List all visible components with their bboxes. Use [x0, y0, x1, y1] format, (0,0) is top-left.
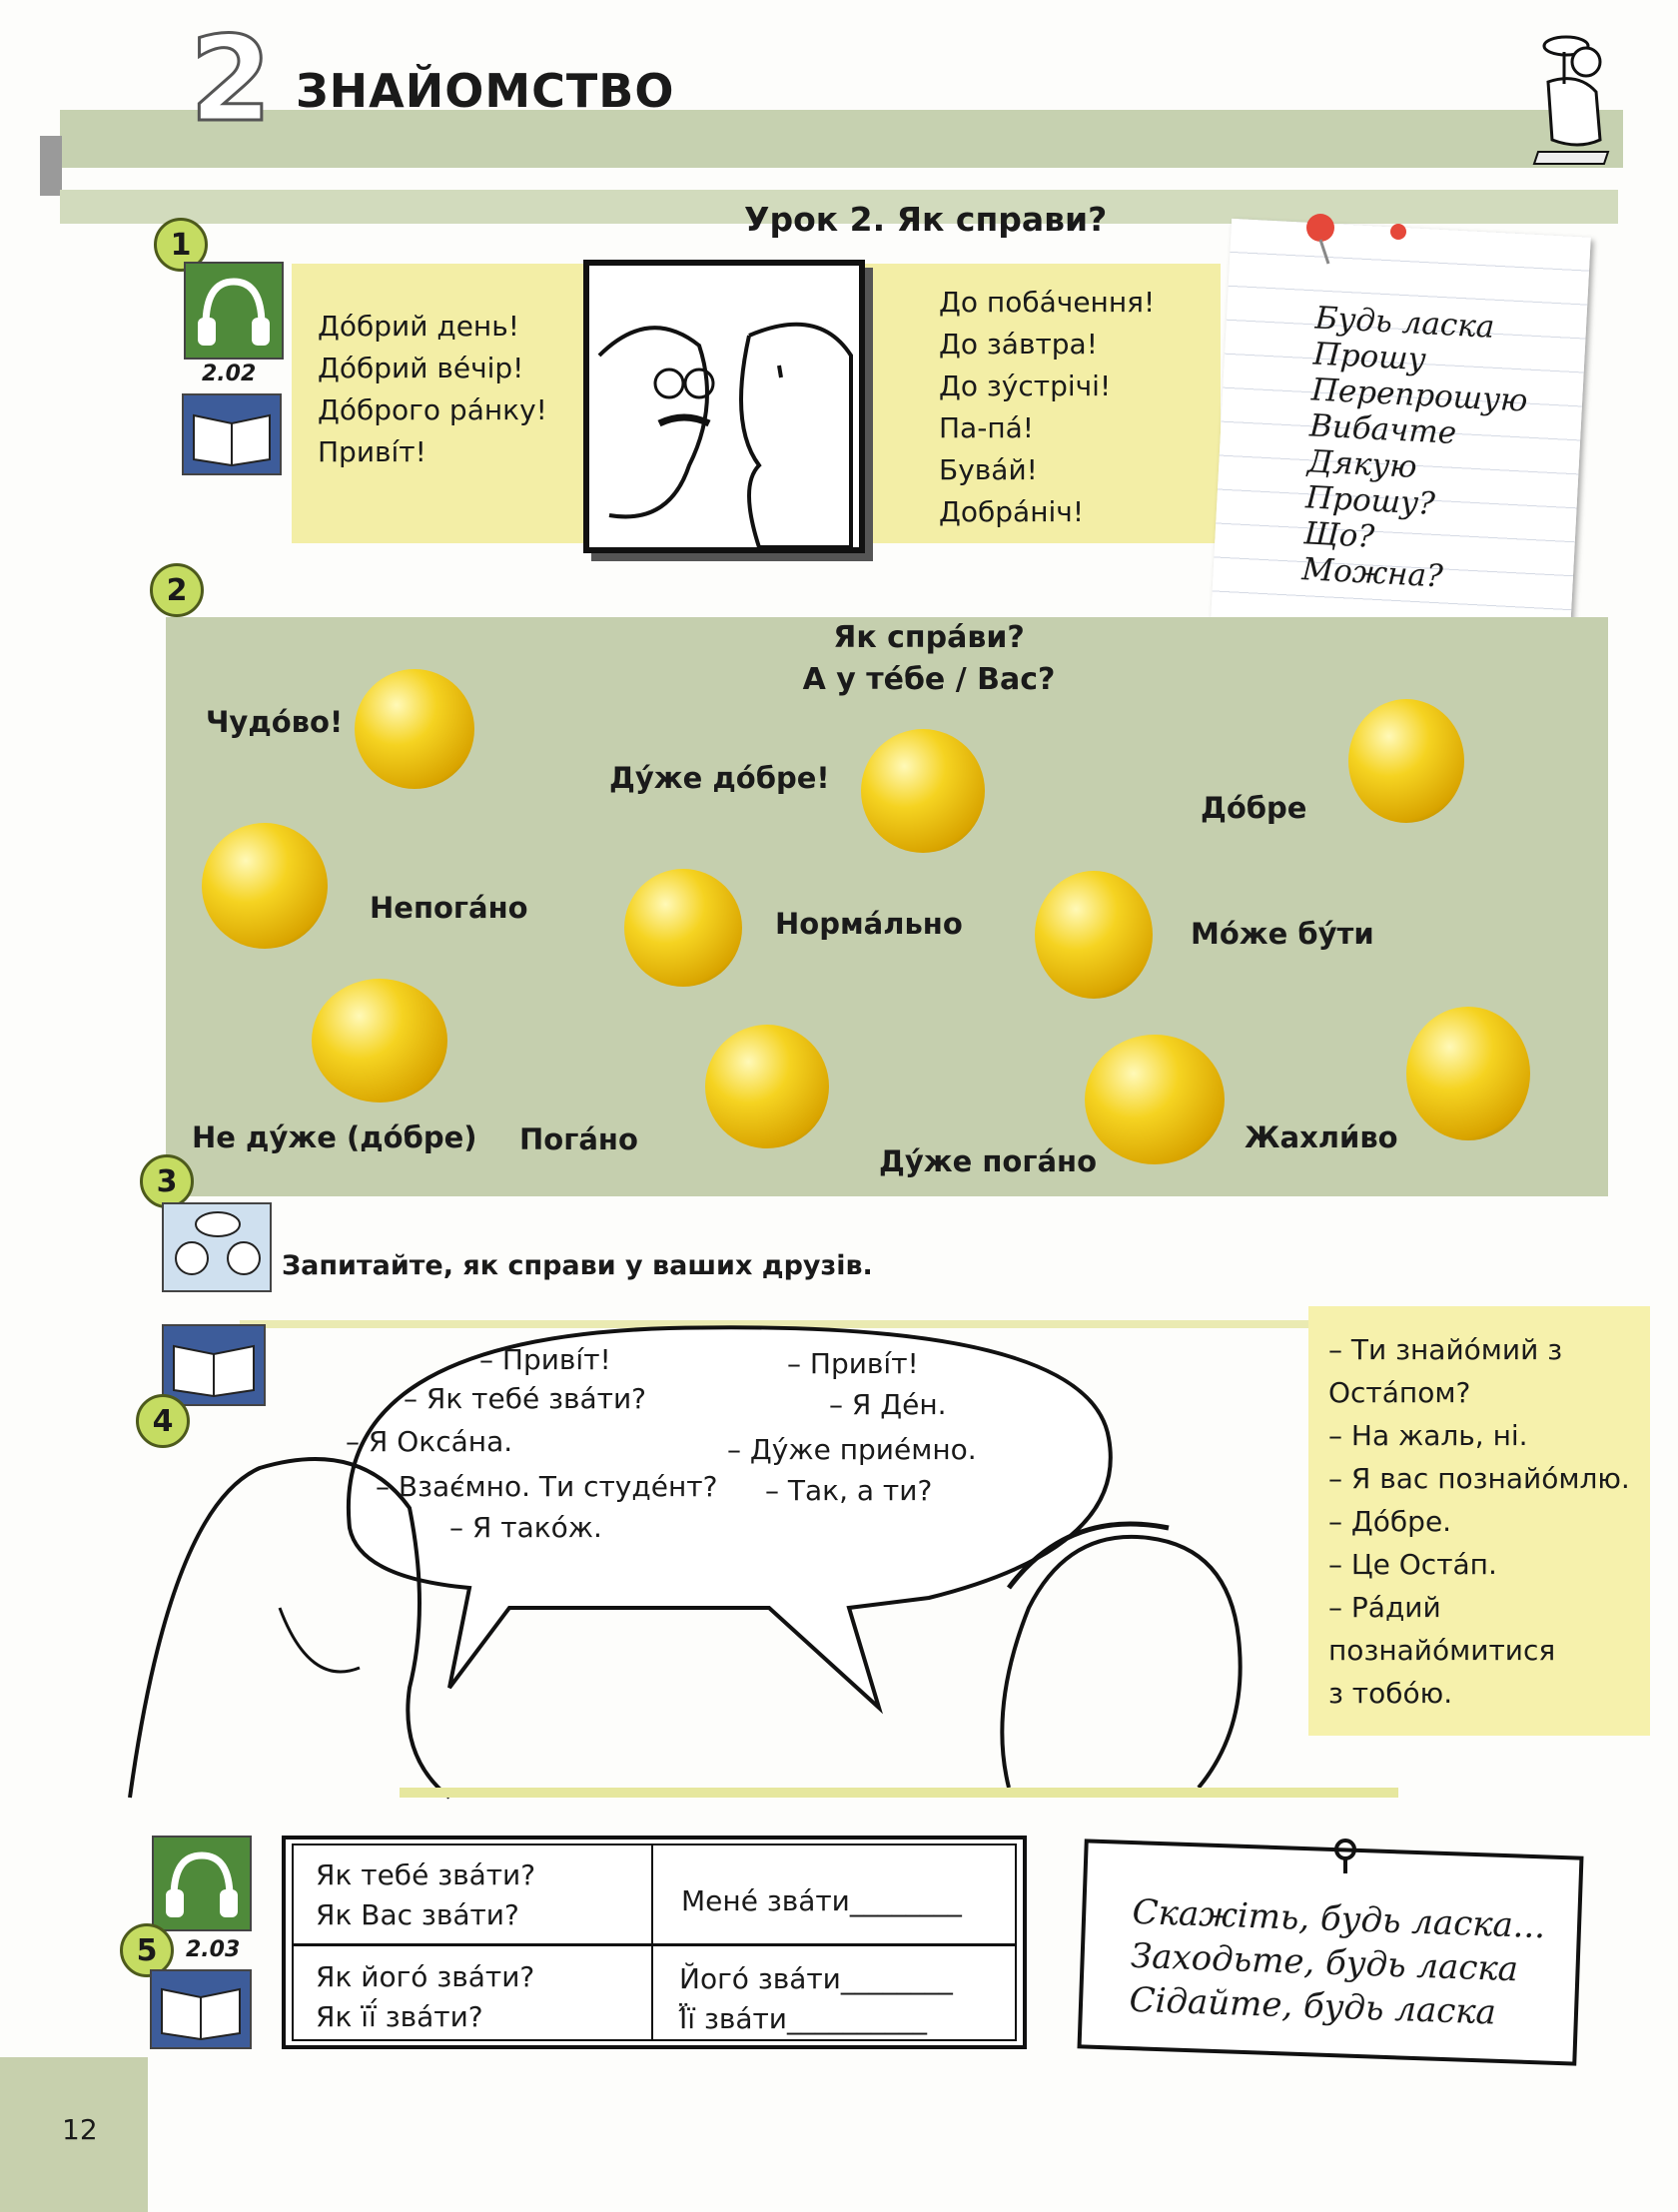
exercise-5-badge: 5 — [120, 1923, 174, 1977]
table-cell-answers — [679, 1959, 953, 2039]
dialog-line: – Я вас познайо́млю. — [1328, 1462, 1630, 1495]
dialog-introduction — [1328, 1328, 1630, 1715]
note-phrase: Вибачте — [1308, 407, 1458, 452]
note-phrase: Що? — [1302, 515, 1375, 555]
dialog-oksana — [346, 1336, 718, 1551]
dialog-line: – До́бре. — [1328, 1505, 1452, 1538]
farewell-item: Добра́ніч! — [939, 495, 1085, 528]
mood-label: Мо́же бу́ти — [1191, 917, 1374, 951]
dialog-line: – Ра́дий — [1328, 1591, 1441, 1624]
question-text: Як його́ зва́ти? — [316, 1960, 535, 1993]
content-face-icon — [202, 823, 328, 949]
answer-blank[interactable]: Ї́ї зва́ти__________ — [679, 2002, 927, 2035]
farewells-list — [939, 282, 1155, 533]
page-number: 12 — [62, 2113, 98, 2146]
question-text: Як тебе́ зва́ти? — [316, 1858, 536, 1891]
chapter-title: ЗНАЙОМСТВО — [296, 64, 675, 118]
dialog-line: – Приві́т! — [479, 1343, 611, 1376]
comic-frame — [583, 260, 865, 553]
exercise-3-instruction: Запитайте, як справи у ваших друзів. — [282, 1250, 873, 1281]
question-text: Як Вас зва́ти? — [316, 1898, 519, 1931]
greeting-item: До́брий день! — [318, 310, 519, 343]
track-label: 2.03 — [186, 1937, 241, 1962]
dialog-line: – Взає́мно. Ти студе́нт? — [376, 1470, 718, 1503]
dialog-line: – Приві́т! — [787, 1347, 919, 1380]
farewell-item: До за́втра! — [939, 328, 1098, 361]
table-divider — [292, 1943, 1017, 1946]
note-phrase: Прошу — [1311, 336, 1427, 378]
greetings-list — [318, 306, 547, 473]
dialog-line: – Як тебе́ зва́ти? — [404, 1382, 647, 1415]
neutral-face-icon — [624, 869, 742, 987]
mood-label: Ду́же пога́но — [879, 1144, 1097, 1178]
decorative-line — [400, 1788, 1398, 1798]
polite-requests-text — [1129, 1890, 1546, 2036]
dialog-line: – Я Окса́на. — [346, 1425, 513, 1458]
farewell-item: Бува́й! — [939, 453, 1038, 486]
track-label: 2.02 — [202, 362, 257, 386]
mood-label: Норма́льно — [775, 907, 963, 941]
note-phrase: Перепрошую — [1310, 371, 1529, 419]
dialog-line: – Це Оста́п. — [1328, 1548, 1497, 1581]
table-cell-questions — [316, 1855, 535, 1935]
note-phrase: Дякую — [1306, 443, 1418, 486]
greeting-item: Приві́т! — [318, 435, 426, 468]
mood-label: Пога́но — [519, 1122, 638, 1156]
grimacing-face-icon — [1085, 1035, 1225, 1164]
dialog-line: – На жаль, ні. — [1328, 1419, 1528, 1452]
note-phrase: Прошу? — [1304, 479, 1436, 523]
laughing-thumbs-up-face-icon — [861, 729, 985, 853]
polite-phrase: Сідайте, будь ласка — [1128, 1979, 1497, 2033]
moods-heading-line2: А у те́бе / Вас? — [802, 662, 1056, 697]
question-text: Як її́ зва́ти? — [316, 2000, 483, 2033]
two-faces-illustration — [589, 266, 859, 547]
greeting-item: До́брий ве́чір! — [318, 352, 524, 384]
chapter-number: 2 — [190, 10, 273, 148]
dialog-line: – Я тако́ж. — [449, 1511, 602, 1544]
farewell-item: До поба́чення! — [939, 286, 1156, 319]
greeting-item: До́брого ра́нку! — [318, 393, 547, 426]
book-icon — [150, 1969, 252, 2049]
polite-phrase: Заходьте, будь ласка — [1130, 1935, 1519, 1990]
waiter-illustration — [1508, 22, 1628, 172]
mood-label: Не ду́же (до́бре) — [192, 1120, 477, 1154]
polite-phrases-list — [1301, 301, 1532, 599]
note-phrase: Будь ласка — [1313, 300, 1496, 346]
unsure-face-icon — [1035, 871, 1153, 999]
table-divider — [651, 1843, 653, 2041]
moods-heading-line1: Як спра́ви? — [833, 620, 1025, 655]
exercise-2-badge: 2 — [150, 563, 204, 617]
dialog-den — [727, 1340, 977, 1514]
answer-blank-row1[interactable]: Мене́ зва́ти________ — [681, 1884, 962, 1917]
mood-label: Жахли́во — [1245, 1120, 1398, 1154]
smiling-face-icon — [1348, 699, 1464, 823]
headphones-icon[interactable] — [152, 1836, 252, 1931]
dialog-line: – Я Де́н. — [829, 1388, 947, 1421]
dialog-line: – Ду́же прие́мно. — [727, 1433, 977, 1466]
annoyed-face-icon — [312, 979, 447, 1103]
dialog-line: – Ти знайо́мий з — [1328, 1333, 1563, 1366]
polite-phrase: Скажіть, будь ласка... — [1131, 1891, 1546, 1947]
dialog-line: з тобо́ю. — [1328, 1677, 1453, 1710]
book-icon — [182, 393, 282, 475]
dialog-line: – Так, а ти? — [765, 1474, 933, 1507]
dialog-line: познайо́митися — [1328, 1634, 1556, 1667]
pushpin-icon — [1298, 208, 1418, 268]
speaking-people-icon — [162, 1202, 272, 1292]
lesson-title: Урок 2. Як справи? — [744, 200, 1108, 239]
farewell-item: Па-па́! — [939, 411, 1035, 444]
table-cell-questions — [316, 1957, 534, 2037]
headphones-icon[interactable] — [184, 262, 284, 360]
moods-heading — [779, 617, 1079, 701]
mood-label: Чудо́во! — [206, 705, 344, 739]
mood-label: Ду́же до́бре! — [609, 761, 830, 795]
answer-blank[interactable]: Його́ зва́ти________ — [679, 1962, 953, 1995]
mood-label: До́бре — [1201, 791, 1307, 825]
crying-face-icon — [1406, 1007, 1530, 1140]
pin-icon — [1330, 1838, 1360, 1877]
exercise-1-badge: 1 — [154, 218, 208, 272]
exercise-3-badge: 3 — [140, 1154, 194, 1208]
worried-thumbs-down-face-icon — [705, 1025, 829, 1148]
header-band — [60, 110, 1623, 168]
note-phrase: Можна? — [1300, 551, 1444, 595]
farewell-item: До зу́стрічі! — [939, 369, 1112, 402]
grinning-face-icon — [355, 669, 474, 789]
mood-label: Непога́но — [370, 891, 528, 925]
dialog-line: Оста́пом? — [1328, 1376, 1471, 1409]
header-band-edge — [40, 136, 62, 196]
exercise-4-badge: 4 — [136, 1394, 190, 1448]
